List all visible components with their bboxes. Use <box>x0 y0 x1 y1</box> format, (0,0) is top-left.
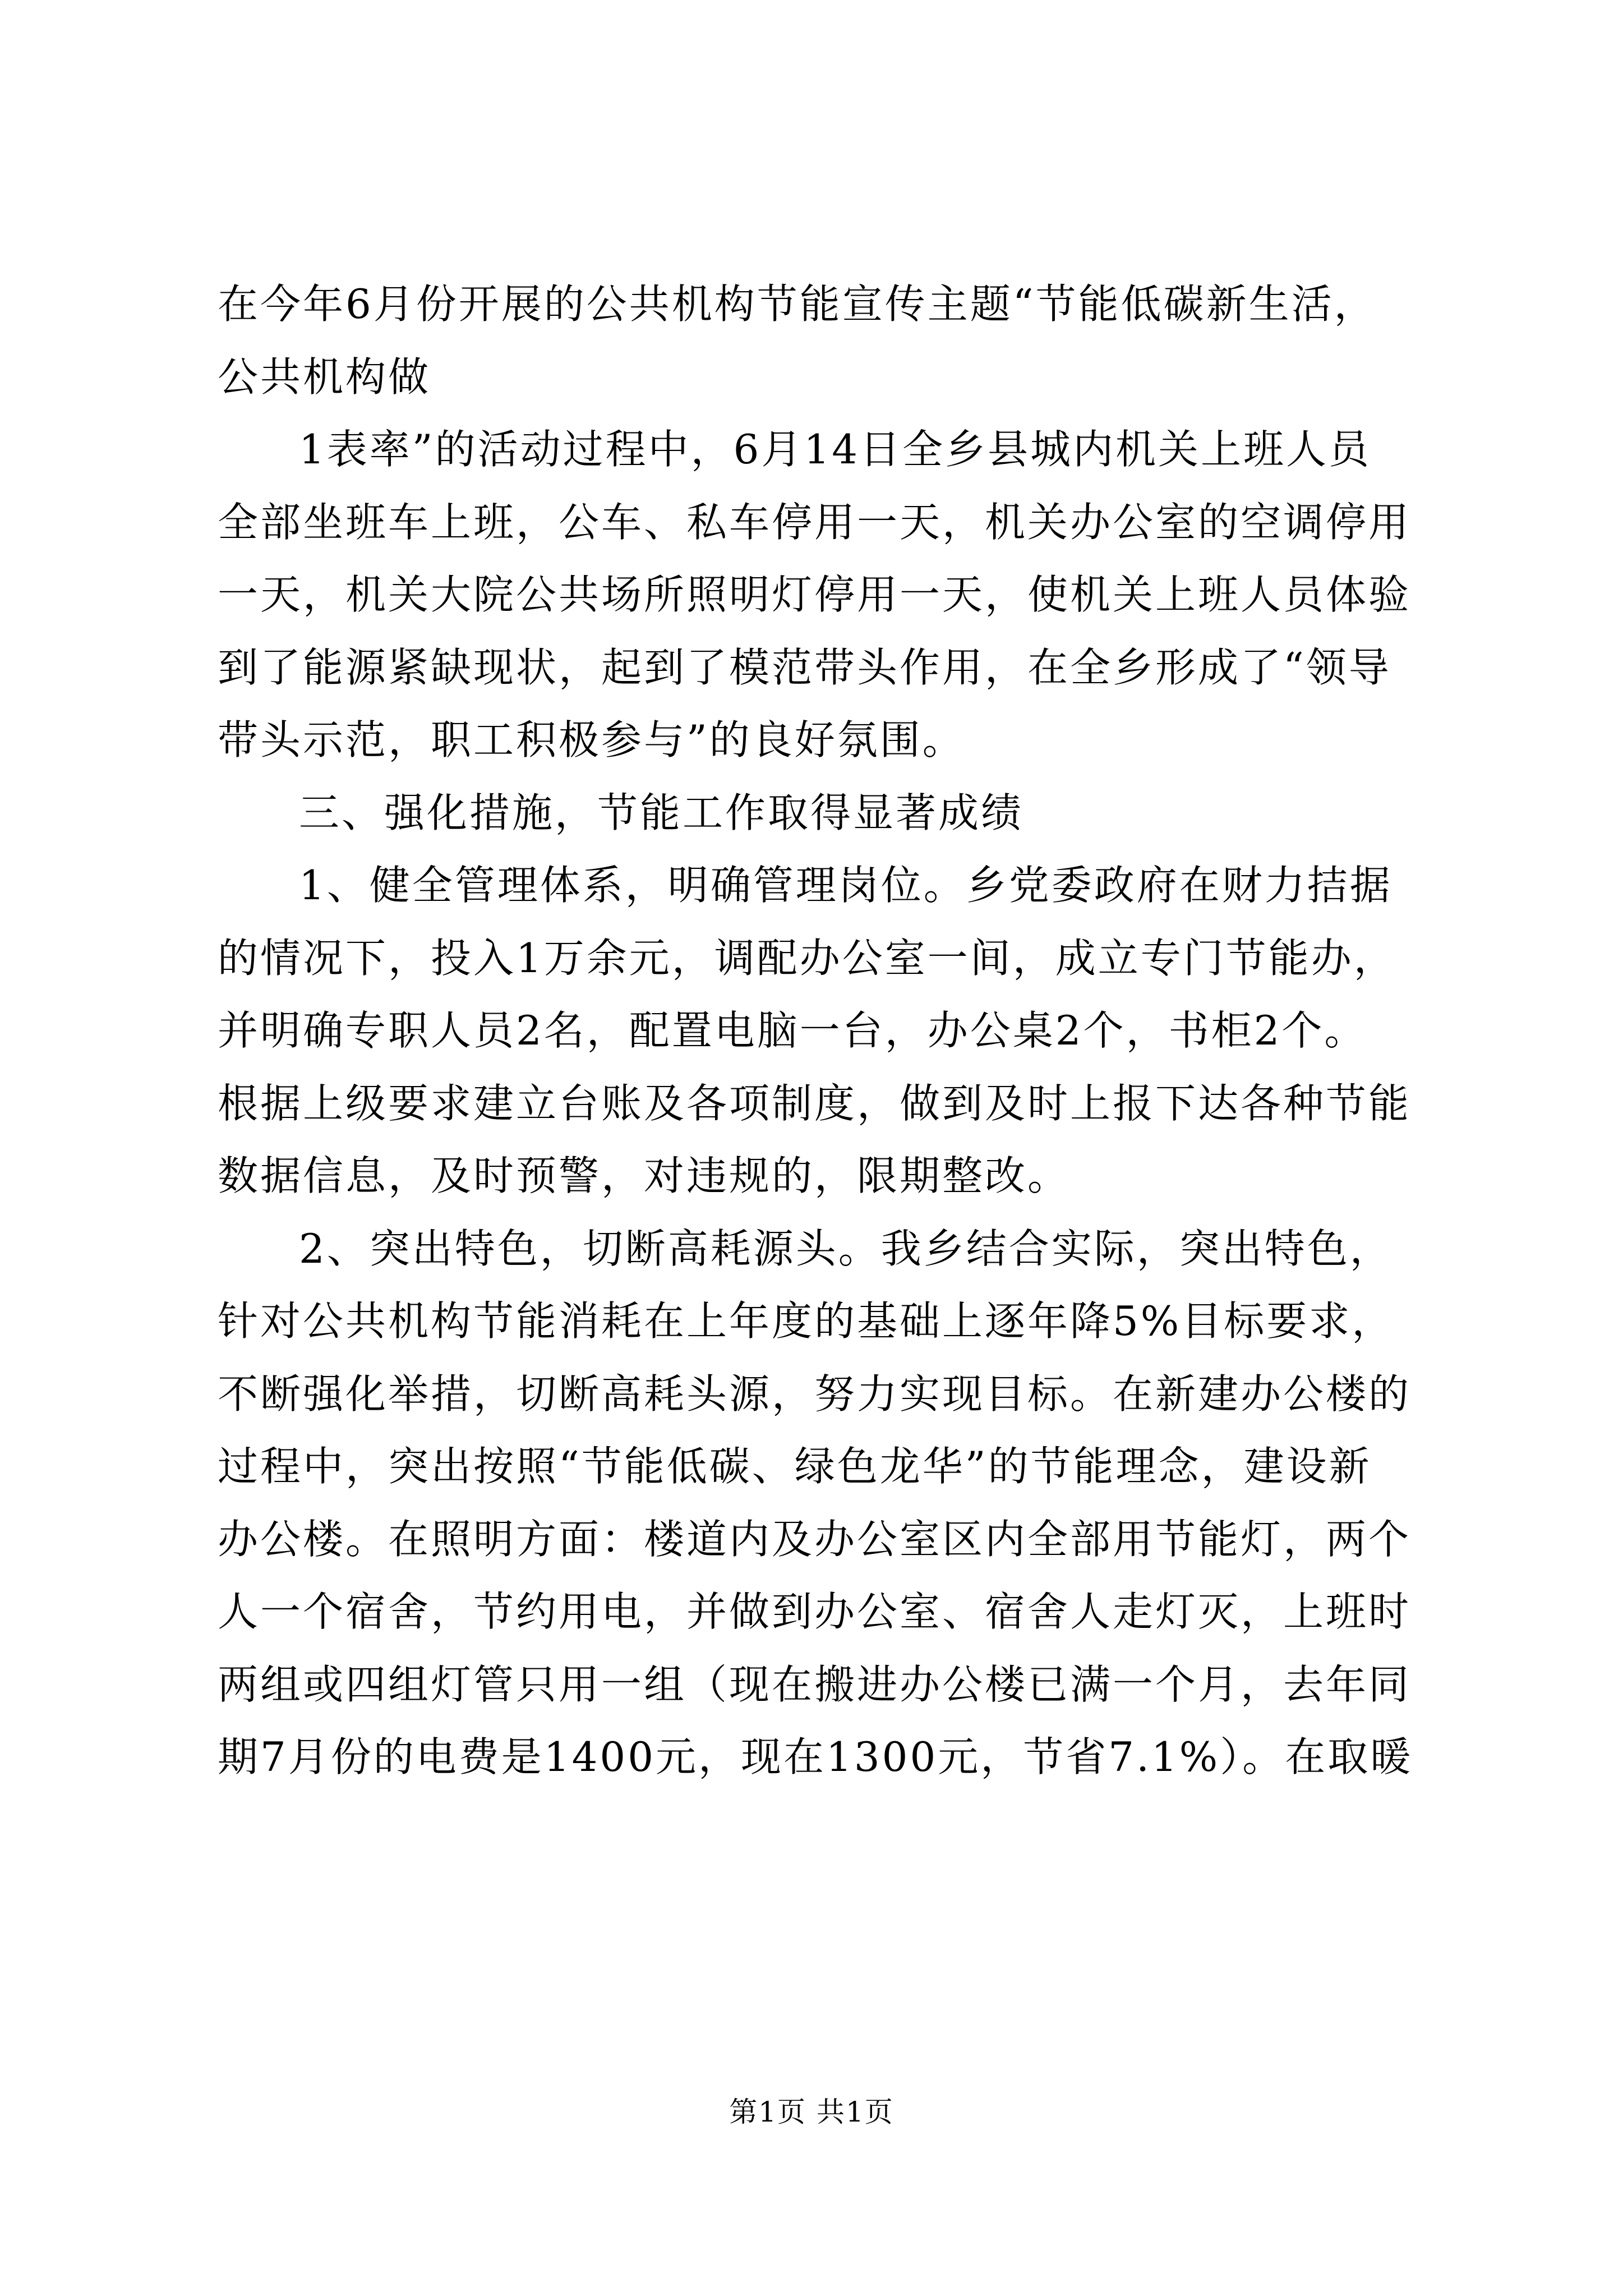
body-text <box>218 268 1418 1794</box>
text-line-17: 过程中，突出按照“节能低碳、绿色龙华”的节能理念，建设新 <box>218 1443 1372 1490</box>
text-line-3: 1表率”的活动过程中，6月14日全乡县城内机关上班人员 <box>299 426 1372 473</box>
text-line-12: 根据上级要求建立台账及各项制度，做到及时上报下达各种节能 <box>218 1079 1412 1127</box>
text-line-5: 一天，机关大院公共场所照明灯停用一天，使机关上班人员体验 <box>218 571 1412 618</box>
text-line-7: 带头示范，职工积极参与”的良好氛围。 <box>218 716 965 763</box>
text-line-21: 期7月份的电费是1400元，现在1300元，节省7.1%）。在取暖 <box>218 1733 1413 1780</box>
text-line-14: 2、突出特色，切断高耗源头。我乡结合实际，突出特色， <box>299 1225 1393 1272</box>
text-line-13: 数据信息，及时预警，对违规的，限期整改。 <box>218 1152 1071 1199</box>
text-line-18: 办公楼。在照明方面：楼道内及办公室区内全部用节能灯，两个 <box>218 1515 1412 1563</box>
text-line-20: 两组或四组灯管只用一组（现在搬进办公楼已满一个月，去年同 <box>218 1660 1412 1708</box>
text-line-4: 全部坐班车上班，公车、私车停用一天，机关办公室的空调停用 <box>218 498 1412 546</box>
text-line-10: 的情况下，投入1万余元，调配办公室一间，成立专门节能办， <box>218 934 1396 982</box>
text-line-15: 针对公共机构节能消耗在上年度的基础上逐年降5%目标要求， <box>218 1297 1395 1345</box>
text-line-1: 在今年6月份开展的公共机构节能宣传主题“节能低碳新生活， <box>218 280 1377 328</box>
text-line-2: 公共机构做 <box>218 353 431 401</box>
section-heading: 三、强化措施，节能工作取得显著成绩 <box>299 789 1024 836</box>
page-footer: 第1页 共1页 <box>729 2096 894 2128</box>
text-line-16: 不断强化举措，切断高耗头源，努力实现目标。在新建办公楼的 <box>218 1370 1412 1418</box>
text-line-11: 并明确专职人员2名，配置电脑一台，办公桌2个，书柜2个。 <box>218 1007 1367 1054</box>
text-line-9: 1、健全管理体系，明确管理岗位。乡党委政府在财力拮据 <box>299 862 1393 909</box>
text-line-6: 到了能源紧缺现状，起到了模范带头作用，在全乡形成了“领导 <box>218 643 1391 691</box>
text-line-19: 人一个宿舍，节约用电，并做到办公室、宿舍人走灯灭，上班时 <box>218 1588 1412 1635</box>
